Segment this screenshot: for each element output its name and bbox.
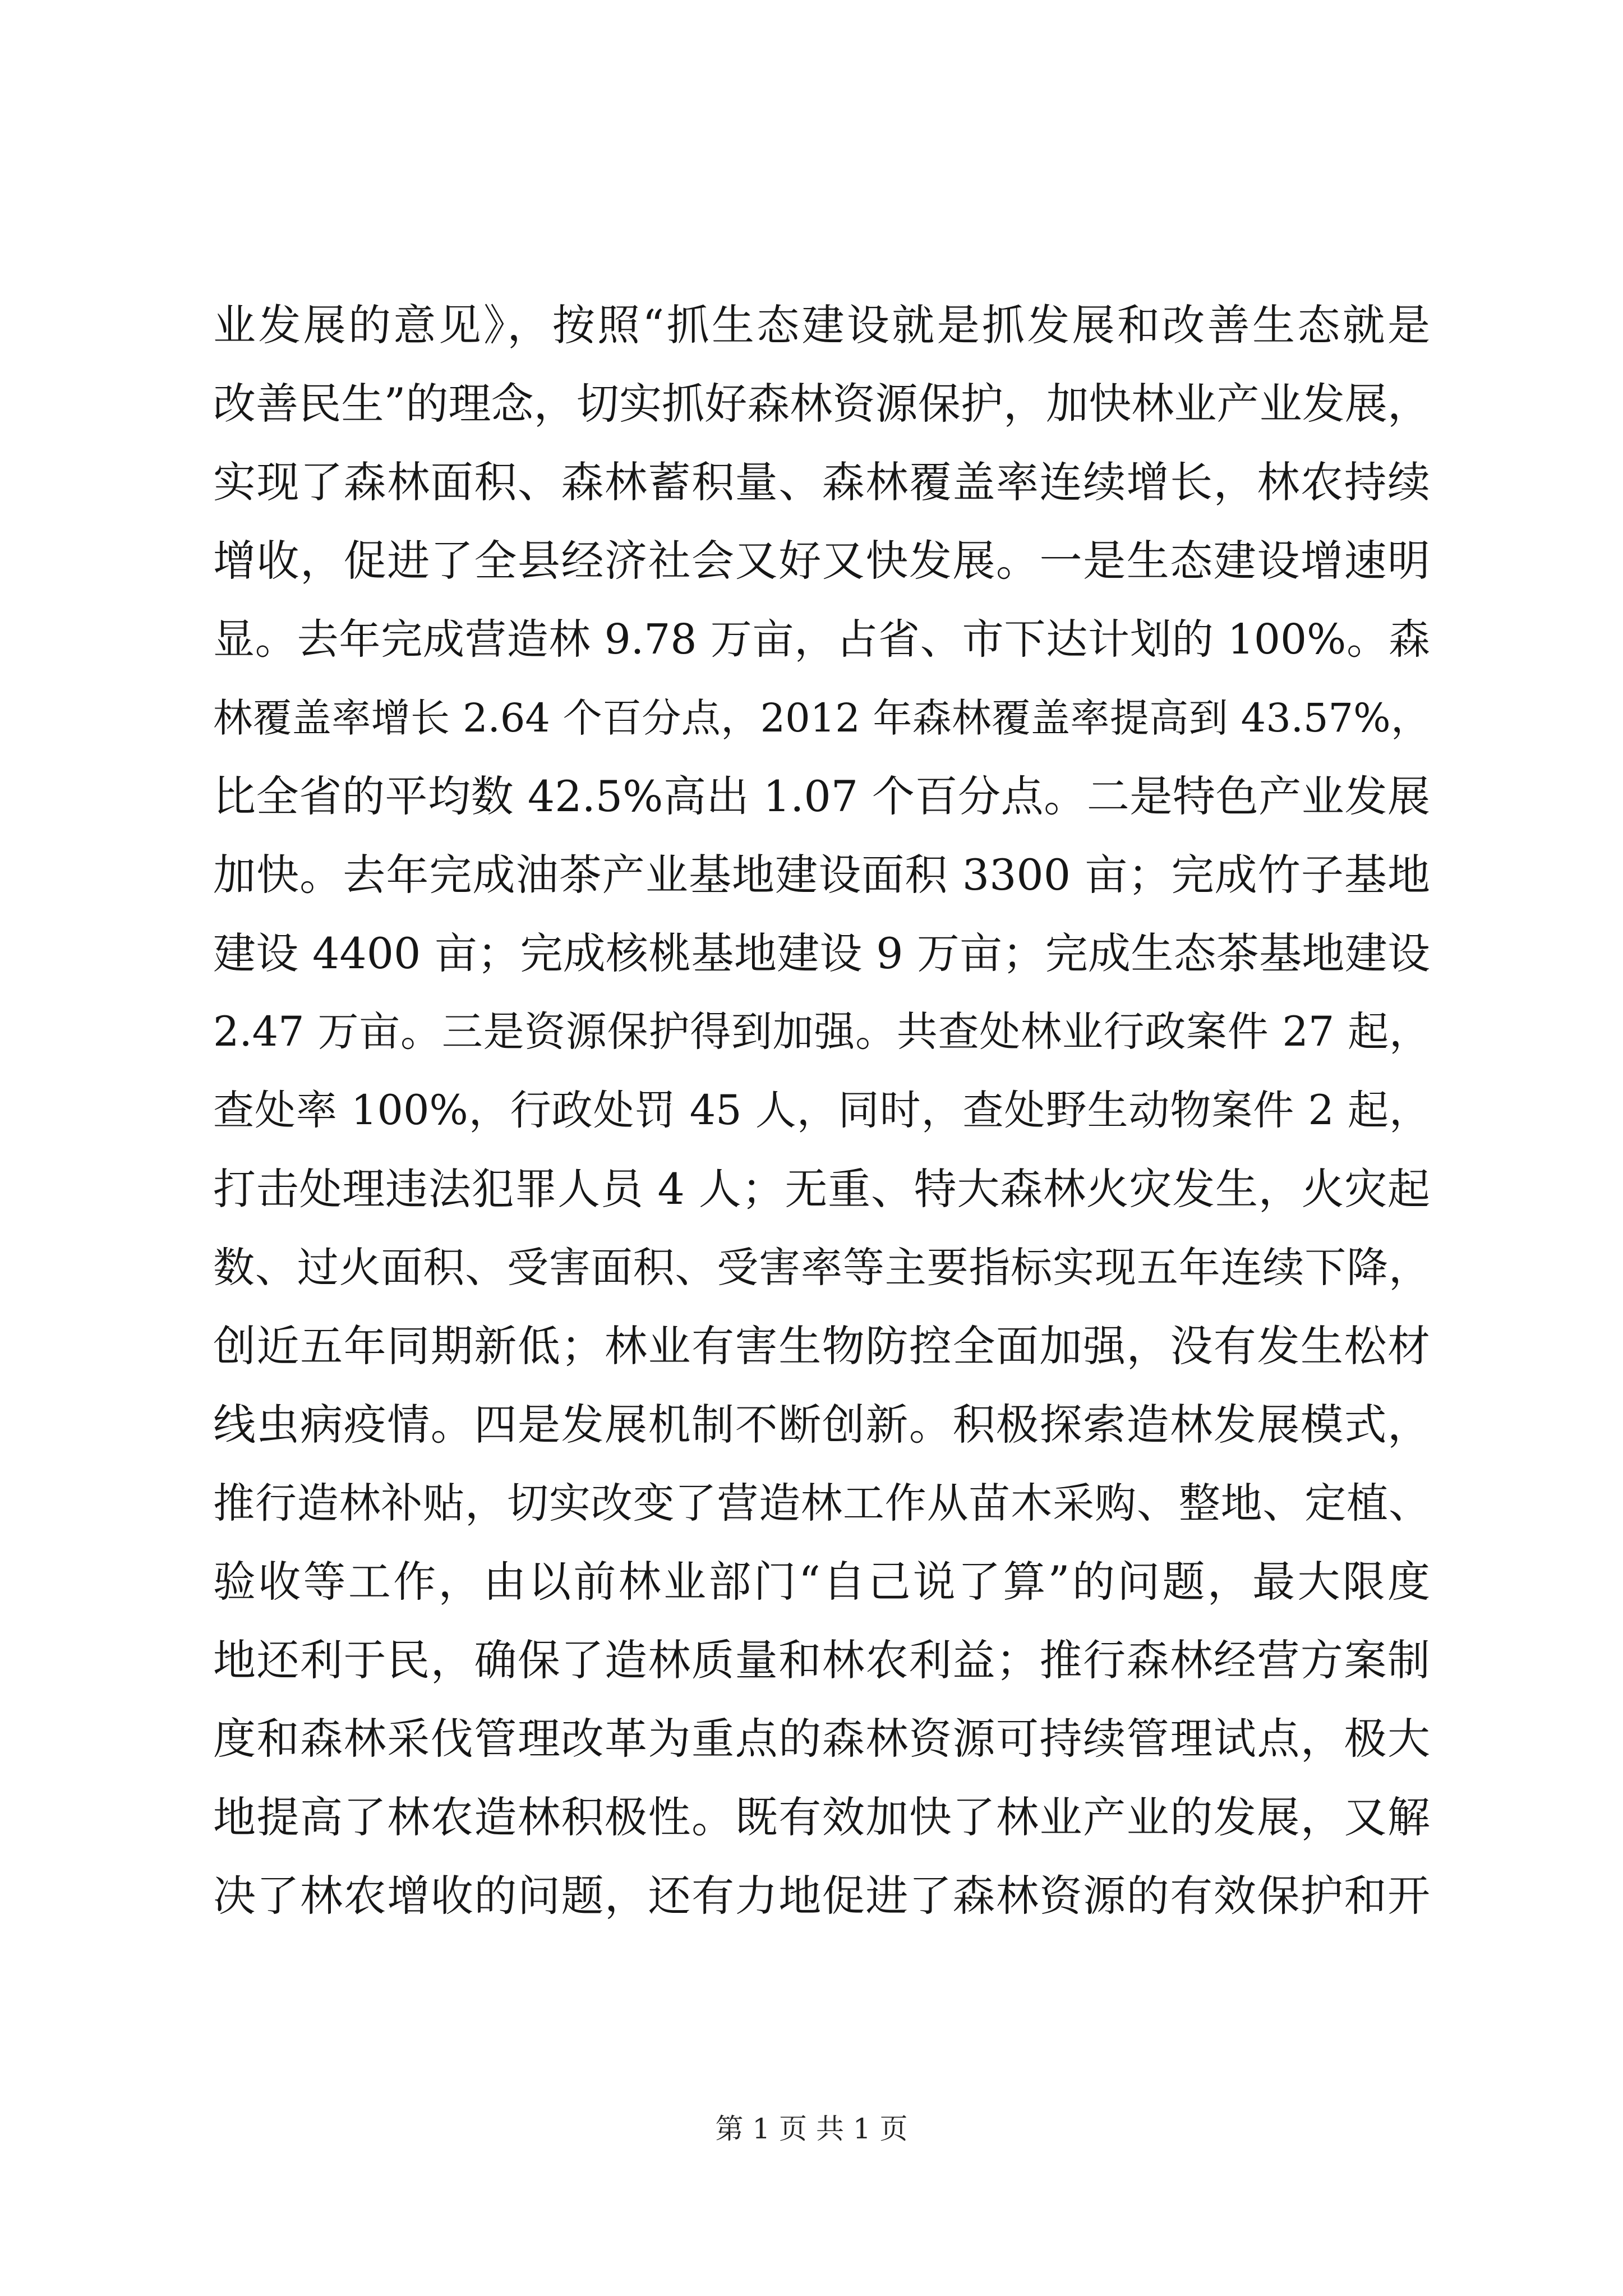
text-line: 创近五年同期新低；林业有害生物防控全面加强，没有发生松材 [213, 1321, 1430, 1371]
text-line: 显。去年完成营造林 9.78 万亩，占省、市下达计划的 100%。森 [213, 615, 1430, 664]
text-line: 加快。去年完成油茶产业基地建设面积 3300 亩；完成竹子基地 [213, 850, 1430, 900]
text-line: 2.47 万亩。三是资源保护得到加强。共查处林业行政案件 27 起， [213, 1008, 1430, 1056]
text-line: 改善民生”的理念，切实抓好森林资源保护，加快林业产业发展， [213, 379, 1430, 429]
text-line: 验收等工作，由以前林业部门“自己说了算”的问题，最大限度 [213, 1557, 1430, 1607]
text-line: 地提高了林农造林积极性。既有效加快了林业产业的发展，又解 [213, 1792, 1430, 1842]
page-footer [0, 2106, 1623, 2151]
text-line: 打击处理违法犯罪人员 4 人；无重、特大森林火灾发生，火灾起 [213, 1164, 1430, 1214]
text-line: 线虫病疫情。四是发展机制不断创新。积极探索造林发展模式， [213, 1400, 1430, 1450]
text-line: 实现了森林面积、森林蓄积量、森林覆盖率连续增长，林农持续 [213, 457, 1430, 507]
text-line: 建设 4400 亩；完成核桃基地建设 9 万亩；完成生态茶基地建设 [213, 928, 1430, 978]
text-line: 林覆盖率增长 2.64 个百分点，2012 年森林覆盖率提高到 43.57%， [213, 695, 1430, 741]
text-line: 增收，促进了全县经济社会又好又快发展。一是生态建设增速明 [213, 536, 1430, 586]
text-line: 地还利于民，确保了造林质量和林农利益；推行森林经营方案制 [213, 1635, 1430, 1685]
text-line: 查处率 100%，行政处罚 45 人，同时，查处野生动物案件 2 起， [213, 1087, 1430, 1134]
text-line: 业发展的意见》，按照“抓生态建设就是抓发展和改善生态就是 [213, 300, 1430, 350]
text-line: 推行造林补贴，切实改变了营造林工作从苗木采购、整地、定植、 [213, 1479, 1430, 1527]
page-number-label: 第 1 页 共 1 页 [715, 2113, 908, 2145]
text-line: 决了林农增收的问题，还有力地促进了森林资源的有效保护和开 [213, 1871, 1430, 1921]
text-line: 度和森林采伐管理改革为重点的森林资源可持续管理试点，极大 [213, 1714, 1430, 1764]
text-line: 数、过火面积、受害面积、受害率等主要指标实现五年连续下降， [213, 1244, 1430, 1292]
text-line: 比全省的平均数 42.5%高出 1.07 个百分点。二是特色产业发展 [213, 771, 1430, 821]
